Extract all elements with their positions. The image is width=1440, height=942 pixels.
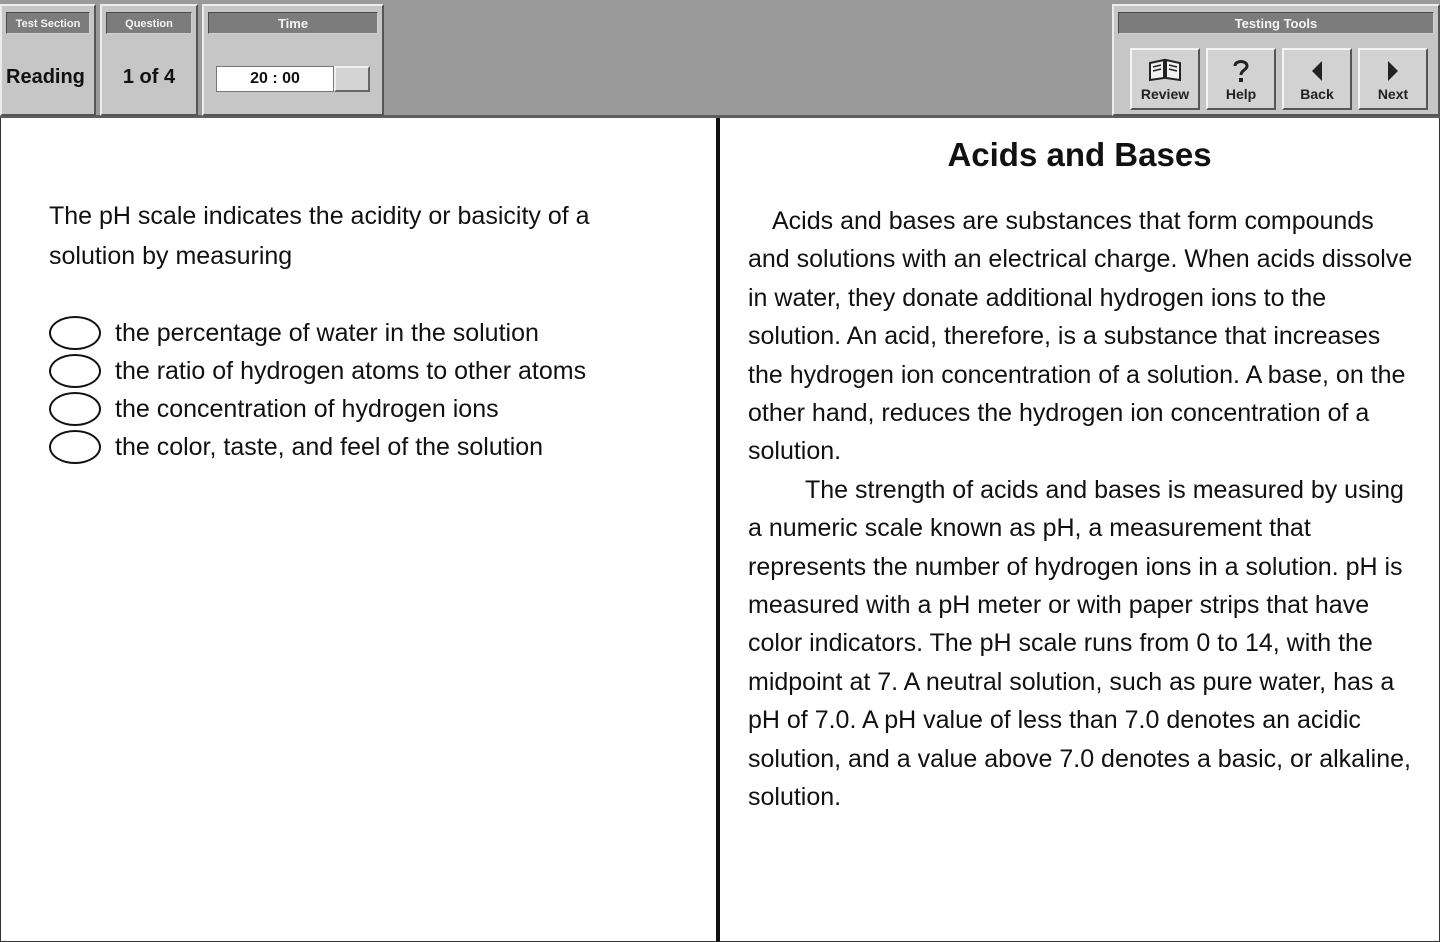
time-panel-title: Time: [208, 12, 378, 34]
question-text: The pH scale indicates the acidity or basicity of a solution by measuring: [49, 202, 590, 270]
left-arrow-icon: [1284, 58, 1350, 84]
radio-button-icon[interactable]: [49, 354, 101, 388]
passage-title: Acids and Bases: [947, 136, 1212, 173]
question-panel-title: Question: [106, 12, 192, 34]
timer-hide-button[interactable]: [334, 66, 370, 92]
question-panel: [100, 4, 198, 116]
next-button[interactable]: [1358, 48, 1428, 110]
testing-tools-panel: [1112, 4, 1440, 116]
answer-option-1[interactable]: [49, 314, 586, 352]
test-section-title: Test Section: [6, 12, 90, 34]
review-button-label: Review: [1140, 86, 1190, 102]
passage-paragraph-2: The strength of acids and bases is measured by using a numeric scale known as pH, a measurement that represents the number of hydrogen ions in a solution. pH is measured with a pH meter or with paper strips that have color indicators. The pH scale runs from 0 to 14, with the midpoint at 7. A neutral solution, such as pure water, has a pH of 7.0. A pH value of less than 7.0 denotes an acidic solution, and a value above 7.0 denotes a basic, or alkaline, solution.: [748, 475, 1411, 812]
right-arrow-icon: [1360, 58, 1426, 84]
answer-option-4[interactable]: [49, 428, 586, 466]
question-counter: 1 of 4: [122, 66, 176, 88]
radio-button-icon[interactable]: [49, 316, 101, 350]
next-button-label: Next: [1377, 86, 1409, 102]
time-panel: [202, 4, 384, 116]
help-button-label: Help: [1225, 86, 1257, 102]
book-icon: [1132, 58, 1198, 84]
back-button[interactable]: [1282, 48, 1352, 110]
back-button-label: Back: [1300, 86, 1334, 102]
answer-option-text: the concentration of hydrogen ions: [115, 394, 499, 423]
review-button[interactable]: [1130, 48, 1200, 110]
timer-display: 20 : 00: [216, 66, 334, 92]
answer-options: [49, 314, 586, 466]
radio-button-icon[interactable]: [49, 430, 101, 464]
passage-pane: [720, 118, 1440, 942]
top-toolbar: [0, 0, 1440, 118]
passage-text: [748, 202, 1418, 817]
testing-tools-title: Testing Tools: [1118, 12, 1434, 34]
answer-option-text: the ratio of hydrogen atoms to other atoms: [115, 356, 587, 385]
question-mark-icon: [1208, 58, 1274, 84]
help-button[interactable]: [1206, 48, 1276, 110]
test-section-value: Reading: [6, 66, 85, 88]
answer-option-text: the color, taste, and feel of the solution: [115, 432, 544, 461]
question-pane: [0, 118, 717, 942]
test-section-panel: [0, 4, 96, 116]
answer-option-3[interactable]: [49, 390, 586, 428]
answer-option-2[interactable]: [49, 352, 586, 390]
radio-button-icon[interactable]: [49, 392, 101, 426]
answer-option-text: the percentage of water in the solution: [115, 318, 539, 347]
passage-paragraph-1: Acids and bases are substances that form compounds and solutions with an electrical charge. When acids dissolve in water, they donate additional hydrogen ions to the solution. An acid, therefore, is a substance that increases the hydrogen ion concentration of a solution. A base, on the other hand, reduces the hydrogen ion concentration of a solution.: [748, 207, 1413, 466]
